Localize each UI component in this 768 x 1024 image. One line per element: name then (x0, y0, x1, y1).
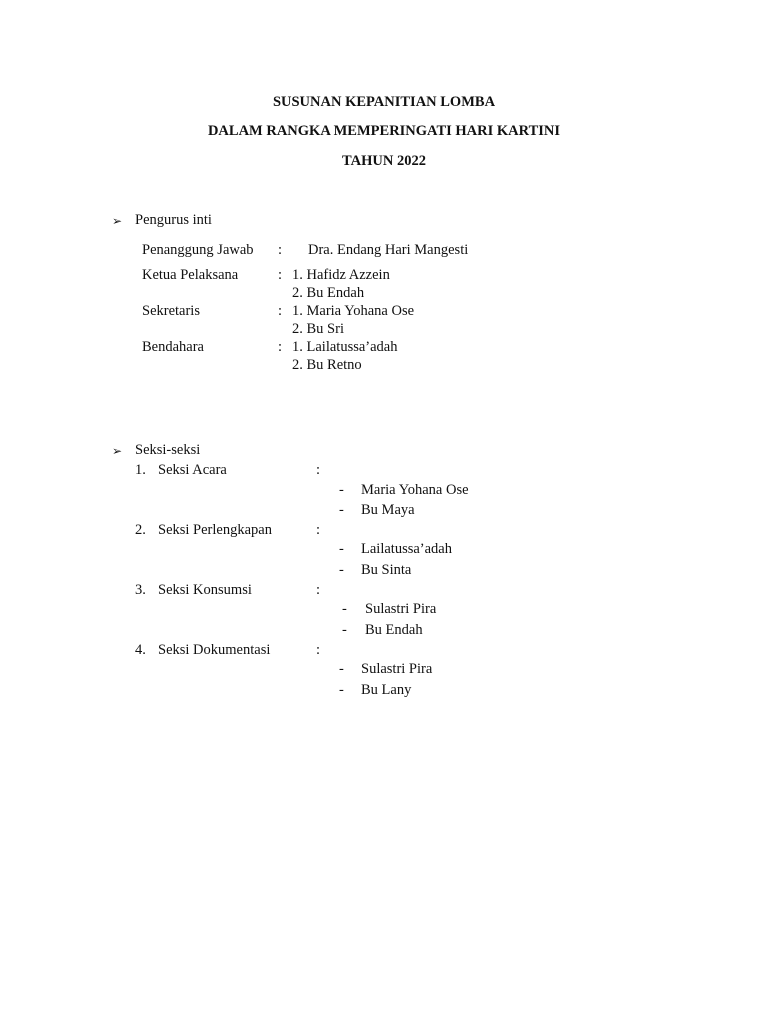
role-label: Sekretaris (142, 303, 200, 319)
section-heading-pengurus: Pengurus inti (135, 212, 212, 228)
role-label: Ketua Pelaksana (142, 267, 239, 283)
member-name: Bu Lany (361, 682, 412, 698)
member-name: Dra. Endang Hari Mangesti (308, 242, 469, 258)
role-label: Penanggung Jawab (142, 242, 254, 258)
dash-bullet: - (339, 682, 344, 698)
colon: : (316, 582, 321, 598)
role-label: Bendahara (142, 339, 204, 355)
member-name: 1. Maria Yohana Ose (292, 303, 415, 319)
list-number: 3. (135, 582, 146, 598)
arrow-bullet-icon: ➢ (112, 444, 123, 458)
member-name: Maria Yohana Ose (361, 482, 469, 498)
seksi-name: Seksi Dokumentasi (158, 642, 271, 658)
member-name: Bu Maya (361, 502, 415, 518)
seksi-name: Seksi Perlengkapan (158, 522, 272, 538)
colon: : (278, 339, 283, 355)
arrow-bullet-icon: ➢ (112, 214, 123, 228)
member-name: 1. Lailatussa’adah (292, 339, 398, 355)
member-name: 2. Bu Sri (292, 321, 344, 337)
document-title-line-1: SUSUNAN KEPANITIAN LOMBA (272, 94, 496, 110)
member-name: Bu Sinta (361, 562, 412, 578)
member-name: 2. Bu Endah (292, 285, 365, 301)
dash-bullet: - (342, 622, 347, 638)
document-title-line-3: TAHUN 2022 (342, 153, 426, 169)
dash-bullet: - (339, 541, 344, 557)
section-heading-seksi: Seksi-seksi (135, 442, 201, 458)
colon: : (278, 267, 283, 283)
dash-bullet: - (339, 661, 344, 677)
member-name: 1. Hafidz Azzein (292, 267, 390, 283)
dash-bullet: - (339, 502, 344, 518)
member-name: Lailatussa’adah (361, 541, 452, 557)
dash-bullet: - (339, 482, 344, 498)
colon: : (278, 242, 283, 258)
member-name: Sulastri Pira (365, 601, 437, 617)
member-name: 2. Bu Retno (292, 357, 362, 373)
list-number: 1. (135, 462, 146, 478)
colon: : (316, 642, 321, 658)
dash-bullet: - (342, 601, 347, 617)
dash-bullet: - (339, 562, 344, 578)
seksi-name: Seksi Acara (158, 462, 227, 478)
seksi-name: Seksi Konsumsi (158, 582, 252, 598)
colon: : (278, 303, 283, 319)
member-name: Bu Endah (365, 622, 423, 638)
list-number: 2. (135, 522, 146, 538)
document-title-line-2: DALAM RANGKA MEMPERINGATI HARI KARTINI (207, 123, 561, 139)
colon: : (316, 522, 321, 538)
colon: : (316, 462, 321, 478)
list-number: 4. (135, 642, 146, 658)
member-name: Sulastri Pira (361, 661, 433, 677)
